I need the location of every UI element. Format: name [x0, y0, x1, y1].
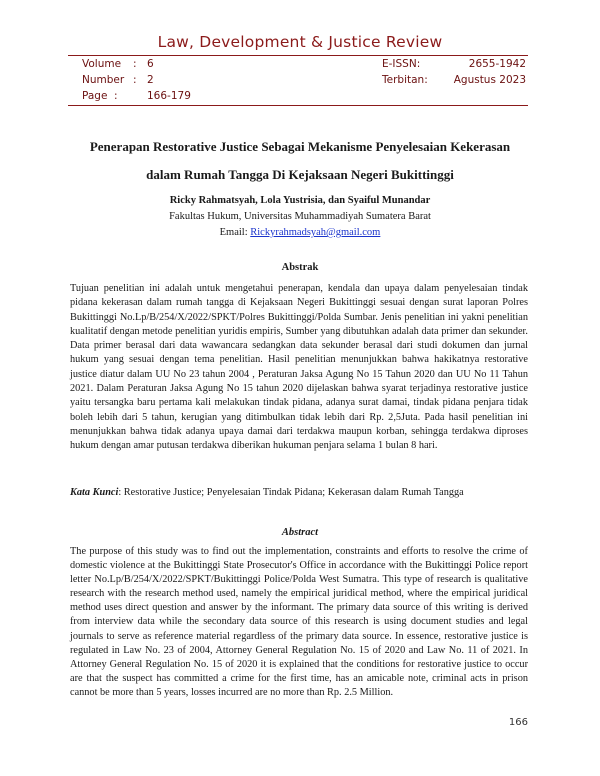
journal-title: Law, Development & Justice Review — [157, 33, 443, 51]
meta-row-number — [70, 74, 526, 90]
header-rule-bottom — [68, 105, 528, 106]
page-value: 166-179 — [147, 90, 191, 102]
article-title — [40, 133, 560, 189]
volume-value: 6 — [147, 58, 154, 70]
page-colon: : — [114, 90, 118, 102]
header-rule-top — [68, 55, 528, 56]
authors: Ricky Rahmatsyah, Lola Yustrisia, dan Syaiful Munandar — [169, 195, 431, 206]
eissn-value: 2655-1942 — [468, 58, 526, 70]
published-label: Terbitan: — [382, 74, 428, 86]
meta-row-volume — [70, 58, 526, 74]
eissn-label: E-ISSN: — [382, 58, 421, 70]
email-line — [0, 227, 600, 238]
keywords-label: Kata Kunci — [70, 487, 119, 498]
abstrak-heading: Abstrak — [281, 262, 319, 273]
article-title-line2: dalam Rumah Tangga Di Kejaksaan Negeri Bukittinggi — [146, 167, 454, 182]
meta-row-page — [70, 90, 526, 106]
number-label: Number — [82, 74, 125, 86]
volume-colon: : — [133, 58, 137, 70]
email-label: Email: — [219, 227, 248, 238]
published-value: Agustus 2023 — [453, 74, 526, 86]
keywords — [70, 487, 528, 498]
number-value: 2 — [147, 74, 154, 86]
number-colon: : — [133, 74, 137, 86]
article-title-line1: Penerapan Restorative Justice Sebagai Mekanisme Penyelesaian Kekerasan — [89, 139, 511, 154]
email-link[interactable]: Rickyrahmadsyah@gmail.com — [250, 227, 381, 238]
abstrak-text: Tujuan penelitian ini adalah untuk mengetahui penerapan, kendala dan upaya dalam penyelesaian tindak pidana kekerasan dalam rumah tangga di Kejaksaan Negeri Bukittinggi sesuai dengan surat laporan Polres Bukittinggi No.Lp/B/254/X/2022/SPKT/Polres Bukittinggi/Polda Sumbar. Jenis penelitian ini yakni penelitian kualitatif dengan metode penelitian yuridis empiris, Sumber yang dibutuhkan adalah data primer dan sekunder. Data primer berasal dari data wawancara sedangkan data sekunder berasal dari studi dokumen dan jurnal hukum yang sesuai dengan tema penelitian. Hasil penelitian menunjukkan bahwa hakikatnya restorative justice diatur dalam UU No 23 tahun 2004 , Peraturan Jaksa Agung No 15 Tahun 2020 dan UU No 11 Tahun 2021. Dalam Peraturan Jaksa Agung No 15 tahun 2020 dijelaskan bahwa syarat terjadinya restorative justice yaitu tersangka baru pertama kali melakukan tindak pidana, adanya surat damai, tindak pidana penjara tidak boleh lebih dari 5 tahun, kerugian yang ditimbulkan tidak lebih dari Rp. 2,5Juta. Pada hasil penelitian ini menunjukkan bahwa tidak adanya upaya damai dari terdakwa maupun korban, sehingga terdakwa diproses hukum dengan amar putusan terdakwa diberikan hukuman penjara selama 1 bulan 8 hari. — [70, 283, 528, 452]
page-number: 166 — [508, 717, 528, 728]
abstract-text: The purpose of this study was to find out the implementation, constraints and efforts to resolve the crime of domestic violence at the Bukittinggi State Prosecutor's Office in accordance with the Bukittinggi Police report letter No.Lp/B/254/X/2022/SPKT/Bukittinggi Police/Polda West Sumatra. This type of research is qualitative research with the research method used, namely the empirical juridical method, where the empirical juridical method uses direct question and answer by the informant. The primary data source of this writing is derived from interview data while the secondary data source of this research is using document studies and legal journals to serve as reference material regardless of the primary data source. In essence, restorative justice is regulated in Law No. 23 of 2004, Attorney General Regulation No. 15 of 2020 and Law No. 11 of 2021. In Attorney General Regulation No. 15 of 2020 it is explained that the conditions for restorative justice to occur are that the suspect has committed a crime for the first time, has an amicable note, criminal acts in prison cannot be more than 5 years, losses incurred are no more than Rp. 2.5 Million. — [70, 546, 528, 698]
keywords-text: : Restorative Justice; Penyelesaian Tindak Pidana; Kekerasan dalam Rumah Tangga — [118, 487, 464, 498]
affiliation: Fakultas Hukum, Universitas Muhammadiyah Sumatera Barat — [169, 211, 431, 222]
page-label: Page — [82, 90, 108, 102]
abstract-heading: Abstract — [281, 527, 319, 538]
volume-label: Volume — [82, 58, 122, 70]
